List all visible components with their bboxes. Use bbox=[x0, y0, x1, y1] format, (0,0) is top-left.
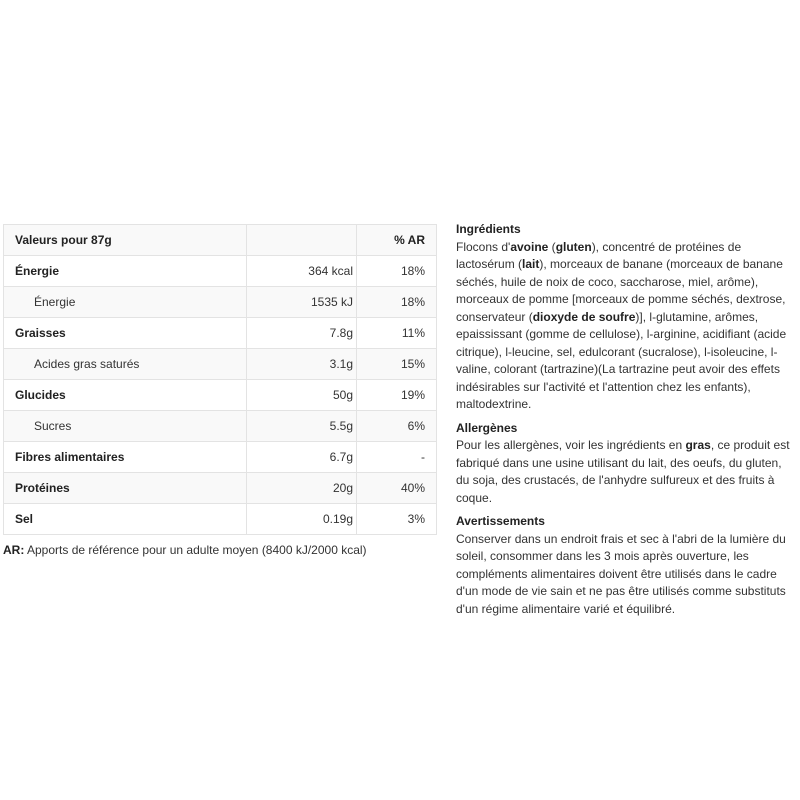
nutrient-value: 50g bbox=[247, 380, 357, 411]
nutrient-value: 364 kcal bbox=[247, 256, 357, 287]
nutrient-name: Sucres bbox=[4, 411, 247, 442]
nutrient-name: Acides gras saturés bbox=[4, 349, 247, 380]
nutrition-table bbox=[3, 224, 437, 535]
allergens-title: Allergènes bbox=[456, 420, 518, 435]
nutrient-value: 6.7g bbox=[247, 442, 357, 473]
nutrient-ar: 11% bbox=[357, 318, 437, 349]
nutrition-header-value bbox=[247, 225, 357, 256]
ar-footnote bbox=[3, 543, 367, 557]
allergens-text bbox=[456, 437, 796, 507]
nutrition-row-fibre bbox=[4, 442, 437, 473]
nutrient-name: Sel bbox=[4, 504, 247, 535]
nutrient-name: Énergie bbox=[4, 256, 247, 287]
nutrient-ar: 18% bbox=[357, 287, 437, 318]
nutrient-ar: 3% bbox=[357, 504, 437, 535]
ar-footnote-label: AR: bbox=[3, 543, 25, 557]
ingredients-text-part: )], l-glutamine, arômes, epaississant (gomme de cellulose), l-arginine, acidifiant (acide citrique), l-leucine, sel, edulcorant (sucralose), l-isoleucine, l-valine, colorant (tartrazine)(La tartrazine peut avoir des effets indésirables sur l'activité et l'attention chez les enfants), maltodextrine. bbox=[456, 309, 787, 411]
nutrition-row-salt bbox=[4, 504, 437, 535]
allergens-text-part: , ce produit est fabriqué dans une usine utilisant du lait, des oeufs, du gluten, du soja, des crustacés, de l'anhydre sulfureux et des fruits à coque. bbox=[456, 438, 790, 505]
ingredient-allergen-lait: lait bbox=[522, 257, 540, 271]
warnings-text: Conserver dans un endroit frais et sec à l'abri de la lumière du soleil, consommer dans les 3 mois après ouverture, les compléments alimentaires doivent être utilisés dans le cadre d'un mode de vie sain et ne pas être utilisés comme substituts d'un régime alimentaire varié et équilibré. bbox=[456, 531, 786, 616]
nutrition-row-energy-kcal bbox=[4, 256, 437, 287]
nutrition-row-sugars bbox=[4, 411, 437, 442]
nutrient-value: 1535 kJ bbox=[247, 287, 357, 318]
ingredient-allergen-dioxyde-de-soufre: dioxyde de soufre bbox=[532, 309, 636, 324]
ingredients-text-part: ( bbox=[548, 239, 556, 254]
nutrition-row-protein bbox=[4, 473, 437, 504]
nutrient-name: Énergie bbox=[4, 287, 247, 318]
ingredients-text-part: ), concentré de protéines de lactosérum ( bbox=[456, 239, 742, 271]
nutrient-ar: 40% bbox=[357, 473, 437, 504]
ar-footnote-text: Apports de référence pour un adulte moyen (8400 kJ/2000 kcal) bbox=[24, 543, 367, 557]
nutrition-row-saturated-fat bbox=[4, 349, 437, 380]
nutrition-row-energy-kj bbox=[4, 287, 437, 318]
nutrition-header-ar: % AR bbox=[357, 225, 437, 256]
nutrient-ar: 15% bbox=[357, 349, 437, 380]
ingredients-title: Ingrédients bbox=[456, 222, 521, 236]
nutrient-name: Graisses bbox=[4, 318, 247, 349]
allergens-section bbox=[456, 420, 796, 508]
ingredients-text bbox=[456, 239, 796, 414]
ingredient-allergen-avoine: avoine bbox=[510, 239, 549, 254]
ingredients-text-part: Flocons d' bbox=[456, 239, 511, 254]
product-info-panel bbox=[456, 221, 796, 624]
warnings-section bbox=[456, 513, 796, 618]
nutrition-header-label: Valeurs pour 87g bbox=[4, 225, 247, 256]
ingredient-allergen-gluten: gluten bbox=[555, 239, 592, 254]
nutrient-value: 3.1g bbox=[247, 349, 357, 380]
nutrient-ar: - bbox=[357, 442, 437, 473]
nutrient-name: Protéines bbox=[4, 473, 247, 504]
nutrient-ar: 18% bbox=[357, 256, 437, 287]
nutrition-row-fat bbox=[4, 318, 437, 349]
nutrient-value: 20g bbox=[247, 473, 357, 504]
nutrition-header-row bbox=[4, 225, 437, 256]
nutrition-row-carbohydrates bbox=[4, 380, 437, 411]
nutrient-value: 0.19g bbox=[247, 504, 357, 535]
ingredients-section bbox=[456, 221, 796, 414]
nutrient-ar: 19% bbox=[357, 380, 437, 411]
ingredients-text-part: ), morceaux de banane (morceaux de banane séchés, huile de noix de coco, saccharose, miel, arôme), morceaux de pomme [morceaux de pomme séchés, dextrose, conservateur ( bbox=[456, 257, 786, 324]
nutrient-value: 5.5g bbox=[247, 411, 357, 442]
warnings-title: Avertissements bbox=[456, 514, 545, 528]
nutrient-value: 7.8g bbox=[247, 318, 357, 349]
allergens-bold-word: gras bbox=[685, 438, 711, 452]
allergens-text-part: Pour les allergènes, voir les ingrédients en bbox=[456, 438, 686, 452]
nutrient-name: Glucides bbox=[4, 380, 247, 411]
nutrient-ar: 6% bbox=[357, 411, 437, 442]
nutrient-name: Fibres alimentaires bbox=[4, 442, 247, 473]
